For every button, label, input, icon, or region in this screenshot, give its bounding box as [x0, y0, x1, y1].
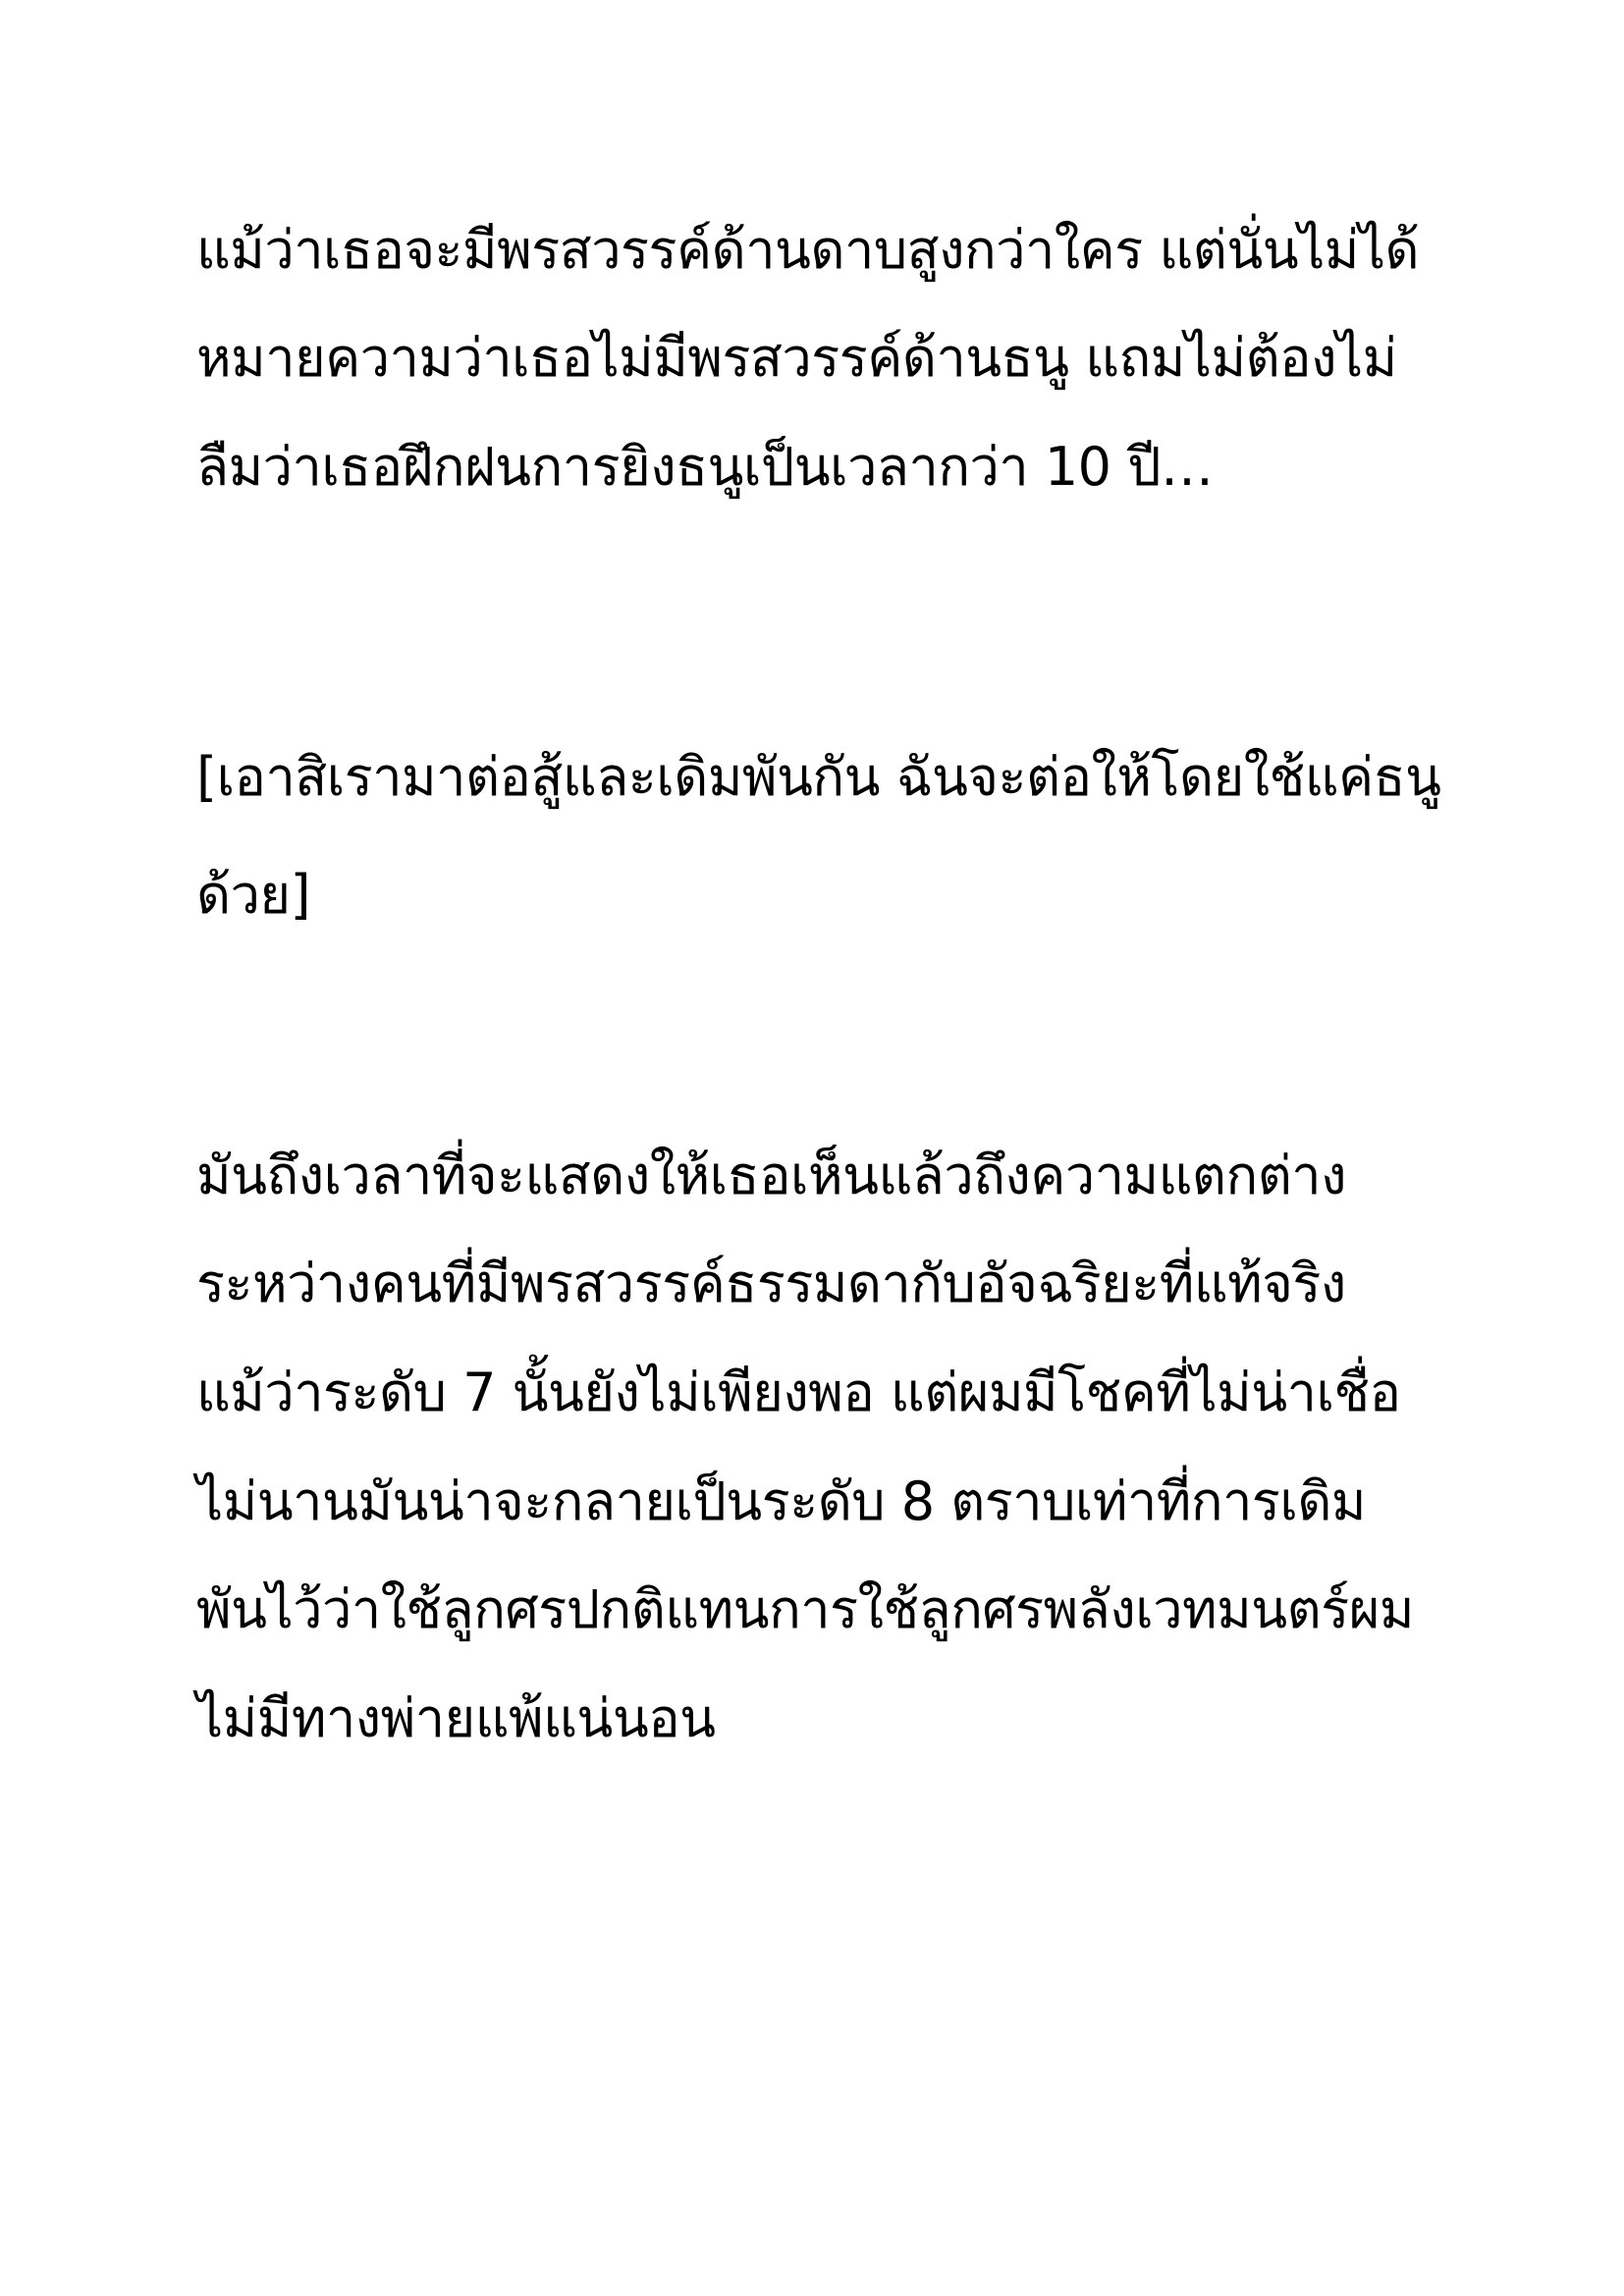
text-line: หมายความว่าเธอไม่มีพรสวรรค์ด้านธนู แถมไม่ต้องไม่	[196, 327, 1397, 389]
text-line: พันไว้ว่าใช้ลูกศรปกติแทนการใช้ลูกศรพลังเวทมนตร์ผม	[196, 1578, 1414, 1640]
text-line: ไม่มีทางพ่ายแพ้แน่นอน	[196, 1687, 716, 1749]
text-line: [เอาสิเรามาต่อสู้และเดิมพันกัน ฉันจะต่อให้โดยใช้แค่ธนู	[196, 746, 1441, 808]
text-line: ด้วย]	[196, 864, 311, 926]
text-line: แม้ว่าระดับ 7 นั้นยังไม่เพียงพอ แต่ผมมีโชคที่ไม่น่าเชื่อ	[196, 1362, 1401, 1423]
text-line: แม้ว่าเธอจะมีพรสวรรค์ด้านดาบสูงกว่าใคร แต่นั่นไม่ได้	[196, 219, 1420, 281]
text-line: ไม่นานมันน่าจะกลายเป็นระดับ 8 ตราบเท่าที่การเดิม	[196, 1470, 1367, 1532]
text-line: มันถึงเวลาที่จะแสดงให้เธอเห็นแล้วถึงความแตกต่าง	[196, 1145, 1346, 1206]
text-line: ลืมว่าเธอฝึกฝนการยิงธนูเป็นเวลากว่า 10 ปี…	[196, 436, 1214, 498]
text-line: ระหว่างคนที่มีพรสวรรค์ธรรมดากับอัจฉริยะที่แท้จริง	[196, 1253, 1346, 1314]
